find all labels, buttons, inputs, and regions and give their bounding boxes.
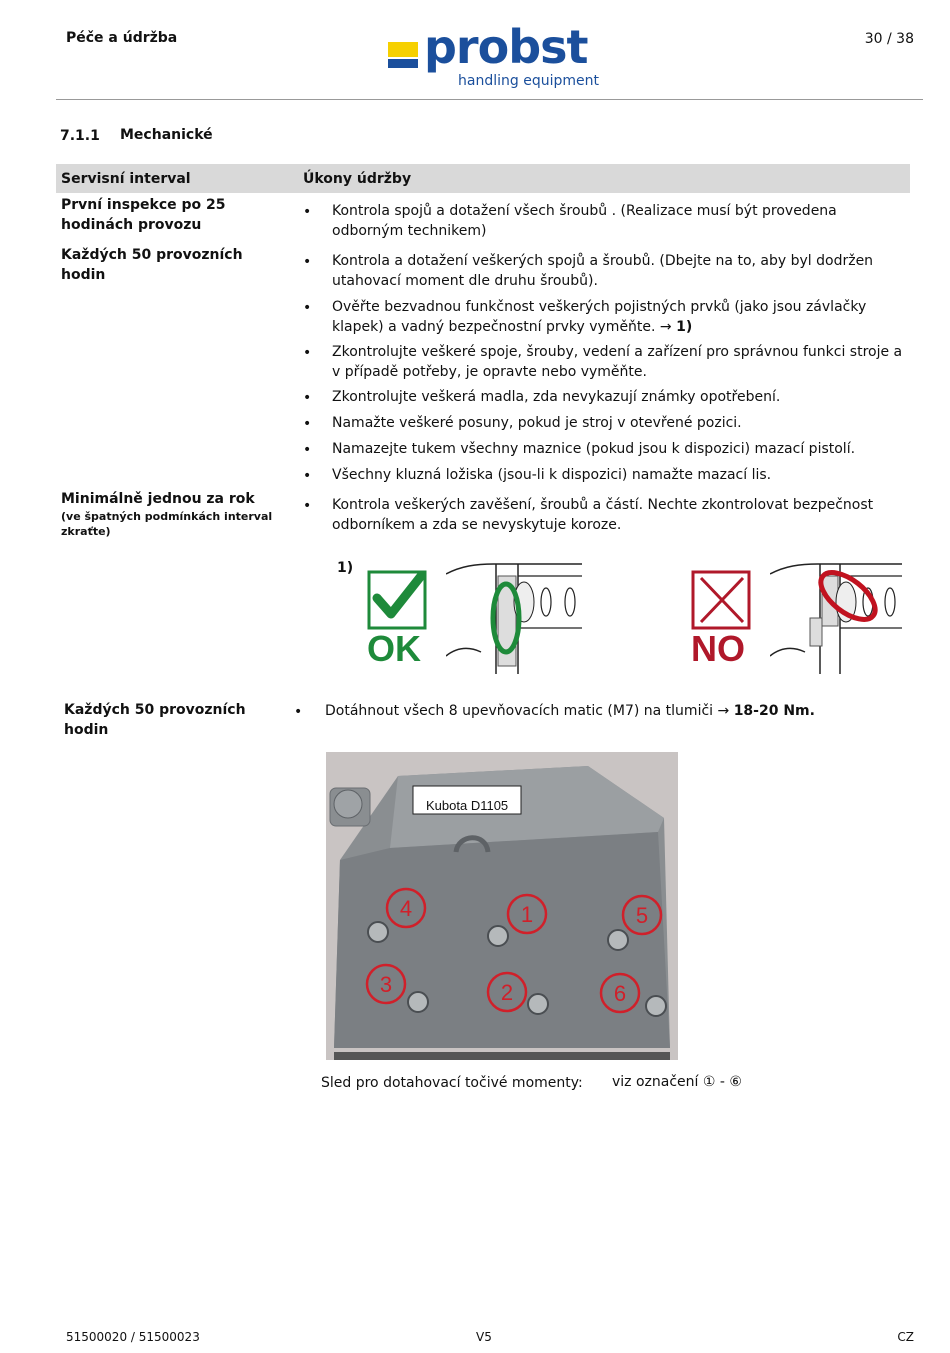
muffler-photo (326, 752, 678, 1060)
row3-interval-note: (ve špatných podmínkách interval zkraťte) (61, 510, 273, 538)
no-label: NO (691, 628, 745, 664)
bolt-number-2: 2 (500, 980, 514, 1005)
bolt-number-6: 6 (613, 981, 627, 1006)
section-number: 7.1.1 (60, 128, 100, 144)
footer-language: CZ (897, 1330, 914, 1344)
logo-subtitle: handling equipment (458, 73, 599, 89)
col-interval-header: Servisní interval (61, 171, 191, 187)
torque-value: 18-20 Nm. (733, 703, 815, 719)
row4-interval: Každých 50 provozních hodin (64, 702, 246, 738)
ok-label: OK (367, 628, 421, 664)
bullet-icon: • (303, 498, 312, 514)
probst-logo (388, 20, 603, 94)
bullet-icon: • (303, 390, 312, 406)
logo-word: probst (424, 20, 588, 74)
pin-correct-illustration (446, 556, 582, 674)
bolt-number-1: 1 (520, 902, 534, 927)
photo-label: Kubota D1105 (426, 798, 509, 813)
bolt-number-4: 4 (399, 896, 413, 921)
section-title: Mechanické (120, 127, 213, 143)
row3-task-1: Kontrola veškerých zavěšení, šroubů a částí. Nechte zkontrolovat bezpečnost odborníkem a zda se nevyskytuje koroze. (332, 497, 874, 533)
bullet-icon: • (294, 704, 303, 720)
row2-task-7: Všechny kluzná ložiska (jsou-li k dispozici) namažte mazací lis. (332, 467, 772, 483)
bullet-icon: • (303, 416, 312, 432)
sequence-mark: viz označení ① - ⑥ (612, 1074, 742, 1090)
bullet-icon: • (303, 300, 312, 316)
bolt-number-3: 3 (379, 972, 393, 997)
row2-task-6: Namazejte tukem všechny maznice (pokud jsou k dispozici) mazací pistolí. (332, 441, 856, 457)
footer-version: V5 (476, 1330, 492, 1344)
row1-task-1: Kontrola spojů a dotažení všech šroubů . (Realizace musí být provedena odborným technikem) (332, 203, 837, 239)
figure1-ref: 1) (337, 560, 354, 576)
row2-task-5: Namažte veškeré posuny, pokud je stroj v otevřené pozici. (332, 415, 742, 431)
pin-wrong-illustration (770, 556, 902, 674)
bullet-icon: • (303, 204, 312, 220)
row3-interval: Minimálně jednou za rok (61, 491, 255, 507)
row4-task: Dotáhnout všech 8 upevňovacích matic (M7) na tlumiči → 18-20 Nm. (325, 703, 815, 719)
row1-interval: První inspekce po 25 hodinách provozu (61, 197, 226, 233)
bullet-icon: • (303, 254, 312, 270)
bolt-number-5: 5 (635, 903, 649, 928)
row2-task-1: Kontrola a dotažení veškerých spojů a šroubů. (Dbejte na to, aby byl dodržen utahovací moment dle druhu šroubů). (332, 253, 874, 289)
ok-check-icon (365, 568, 430, 664)
footer-doc-number: 51500020 / 51500023 (66, 1330, 200, 1344)
row2-task-4: Zkontrolujte veškerá madla, zda nevykazují známky opotřebení. (332, 389, 781, 405)
logo-mark-icon (388, 42, 418, 68)
col-tasks-header: Úkony údržby (303, 171, 412, 187)
header-section-title: Péče a údržba (66, 30, 178, 46)
header-divider (56, 99, 923, 100)
no-cross-icon (689, 568, 754, 664)
sequence-text: Sled pro dotahovací točivé momenty: (321, 1075, 583, 1091)
bullet-icon: • (303, 468, 312, 484)
bullet-icon: • (303, 442, 312, 458)
row2-task-2-ref: 1) (676, 319, 693, 335)
row2-task-2: Ověřte bezvadnou funkčnost veškerých pojistných prvků (jako jsou závlačky klapek) a vadný bezpečnostní prvky vyměňte. → 1) (332, 299, 867, 335)
page-number: 30 / 38 (864, 31, 914, 47)
row2-task-3: Zkontrolujte veškeré spoje, šrouby, vedení a zařízení pro správnou funkci stroje a v případě potřeby, je opravte nebo vyměňte. (332, 344, 903, 380)
row2-interval: Každých 50 provozních hodin (61, 247, 243, 283)
bullet-icon: • (303, 345, 312, 361)
